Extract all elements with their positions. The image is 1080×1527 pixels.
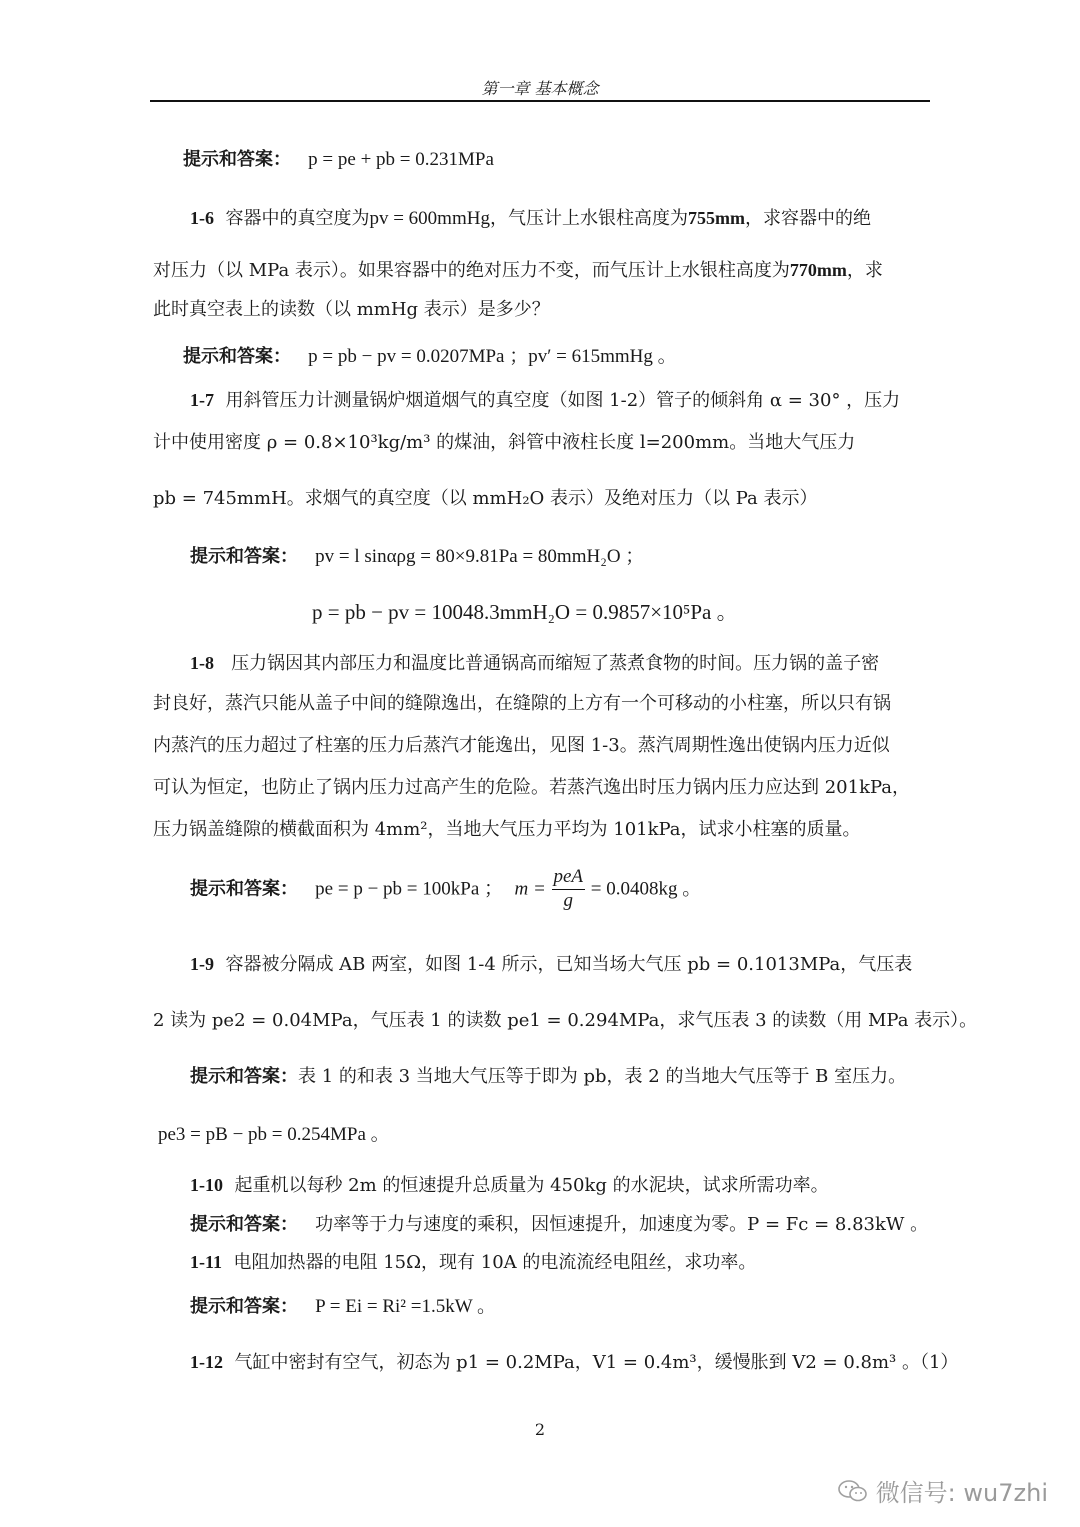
chapter-header: 第一章 基本概念 [481, 79, 599, 98]
header-rule [150, 100, 930, 102]
fraction: $\frac{\text{peA}}{g}$ [553, 866, 584, 911]
answer-1-7-cont: p = pb − pv = 10048.3mmH₂O = 0.9857×10⁵Pa 。 [312, 600, 738, 624]
problem-1-9-line-1: 1-9 容器被分隔成 AB 两室，如图 1-4 所示，已知当场大气压 pb = 0.1013MPa，气压表 [190, 954, 913, 975]
answer-1-9-cont: pe3 = pB − pb = 0.254MPa 。 [158, 1124, 390, 1145]
answer-1-5 [183, 150, 494, 169]
answer-1-11: 提示和答案： P = Ei = Ri² =1.5kW 。 [190, 1296, 497, 1317]
problem-1-11: 1-11 电阻加热器的电阻 15Ω，现有 10A 的电流流经电阻丝，求功率。 [190, 1252, 757, 1273]
problem-1-6-line-1: 1-6 容器中的真空度为pv = 600mmHg，气压计上水银柱高度为755mm，求容器中的绝 [190, 208, 871, 229]
answer-1-8: 提示和答案： pe = p − pb = 100kPa ； m = $\frac{\text{peA}}{g}$ = 0.0408kg 。 [190, 866, 702, 911]
problem-number: 1-6 [190, 208, 214, 228]
answer-1-5-formula: p = pe + pb = 0.231MPa [308, 149, 494, 170]
problem-1-12: 1-12 气缸中密封有空气，初态为 p1 = 0.2MPa，V1 = 0.4m³，缓慢胀到 V2 = 0.8m³ 。（1） [190, 1352, 959, 1373]
problem-1-8-line-2: 封良好，蒸汽只能从盖子中间的缝隙逸出，在缝隙的上方有一个可移动的小柱塞，所以只有锅 [153, 693, 891, 714]
problem-1-7-line-3: pb = 745mmH。求烟气的真空度（以 mmH₂O 表示）及绝对压力（以 Pa 表示） [153, 488, 818, 509]
problem-1-9-line-2: 2 读为 pe2 = 0.04MPa，气压表 1 的读数 pe1 = 0.294MPa，求气压表 3 的读数（用 MPa 表示）。 [153, 1010, 978, 1031]
problem-1-7-line-2: 计中使用密度 ρ = 0.8×10³kg/m³ 的煤油，斜管中液柱长度 l=200mm。当地大气压力 [153, 432, 856, 453]
watermark-text: 微信号: wu7zhi [875, 1479, 1048, 1507]
problem-1-6-line-2: 对压力（以 MPa 表示）。如果容器中的绝对压力不变，而气压计上水银柱高度为770mm，求 [153, 260, 883, 281]
answer-1-9: 提示和答案：表 1 的和表 3 当地大气压等于即为 pb，表 2 的当地大气压等于 B 室压力。 [190, 1066, 907, 1087]
problem-1-8-line-1: 1-8 压力锅因其内部压力和温度比普通锅高而缩短了蒸煮食物的时间。压力锅的盖子密 [190, 653, 880, 674]
wechat-icon [838, 1479, 868, 1503]
problem-1-8-line-5: 压力锅盖缝隙的横截面积为 4mm²，当地大气压力平均为 101kPa，试求小柱塞的质量。 [153, 819, 861, 840]
problem-1-8-line-3: 内蒸汽的压力超过了柱塞的压力后蒸汽才能逸出，见图 1-3。蒸汽周期性逸出使锅内压力近似 [153, 735, 890, 756]
watermark [838, 1473, 1048, 1508]
page-number: 2 [534, 1420, 546, 1439]
answer-1-6: 提示和答案： p = pb − pv = 0.0207MPa ；pv′ = 615mmHg 。 [183, 346, 677, 367]
problem-1-10: 1-10 起重机以每秒 2m 的恒速提升总质量为 450kg 的水泥块，试求所需功率。 [190, 1175, 829, 1196]
problem-1-7-line-1: 1-7 用斜管压力计测量锅炉烟道烟气的真空度（如图 1-2）管子的倾斜角 α = 30° ，压力 [190, 390, 901, 411]
problem-1-8-line-4: 可认为恒定，也防止了锅内压力过高产生的危险。若蒸汽逸出时压力锅内压力应达到 201kPa， [153, 777, 911, 798]
answer-1-7: 提示和答案： pv = l sinαρg = 80×9.81Pa = 80mmH₂O ； [190, 546, 645, 567]
problem-1-6-line-3: 此时真空表上的读数（以 mmHg 表示）是多少？ [153, 299, 550, 320]
answer-1-10: 提示和答案： 功率等于力与速度的乘积，因恒速提升，加速度为零。P = Fc = 8.83kW 。 [190, 1214, 929, 1235]
hint-label: 提示和答案： [183, 149, 291, 170]
